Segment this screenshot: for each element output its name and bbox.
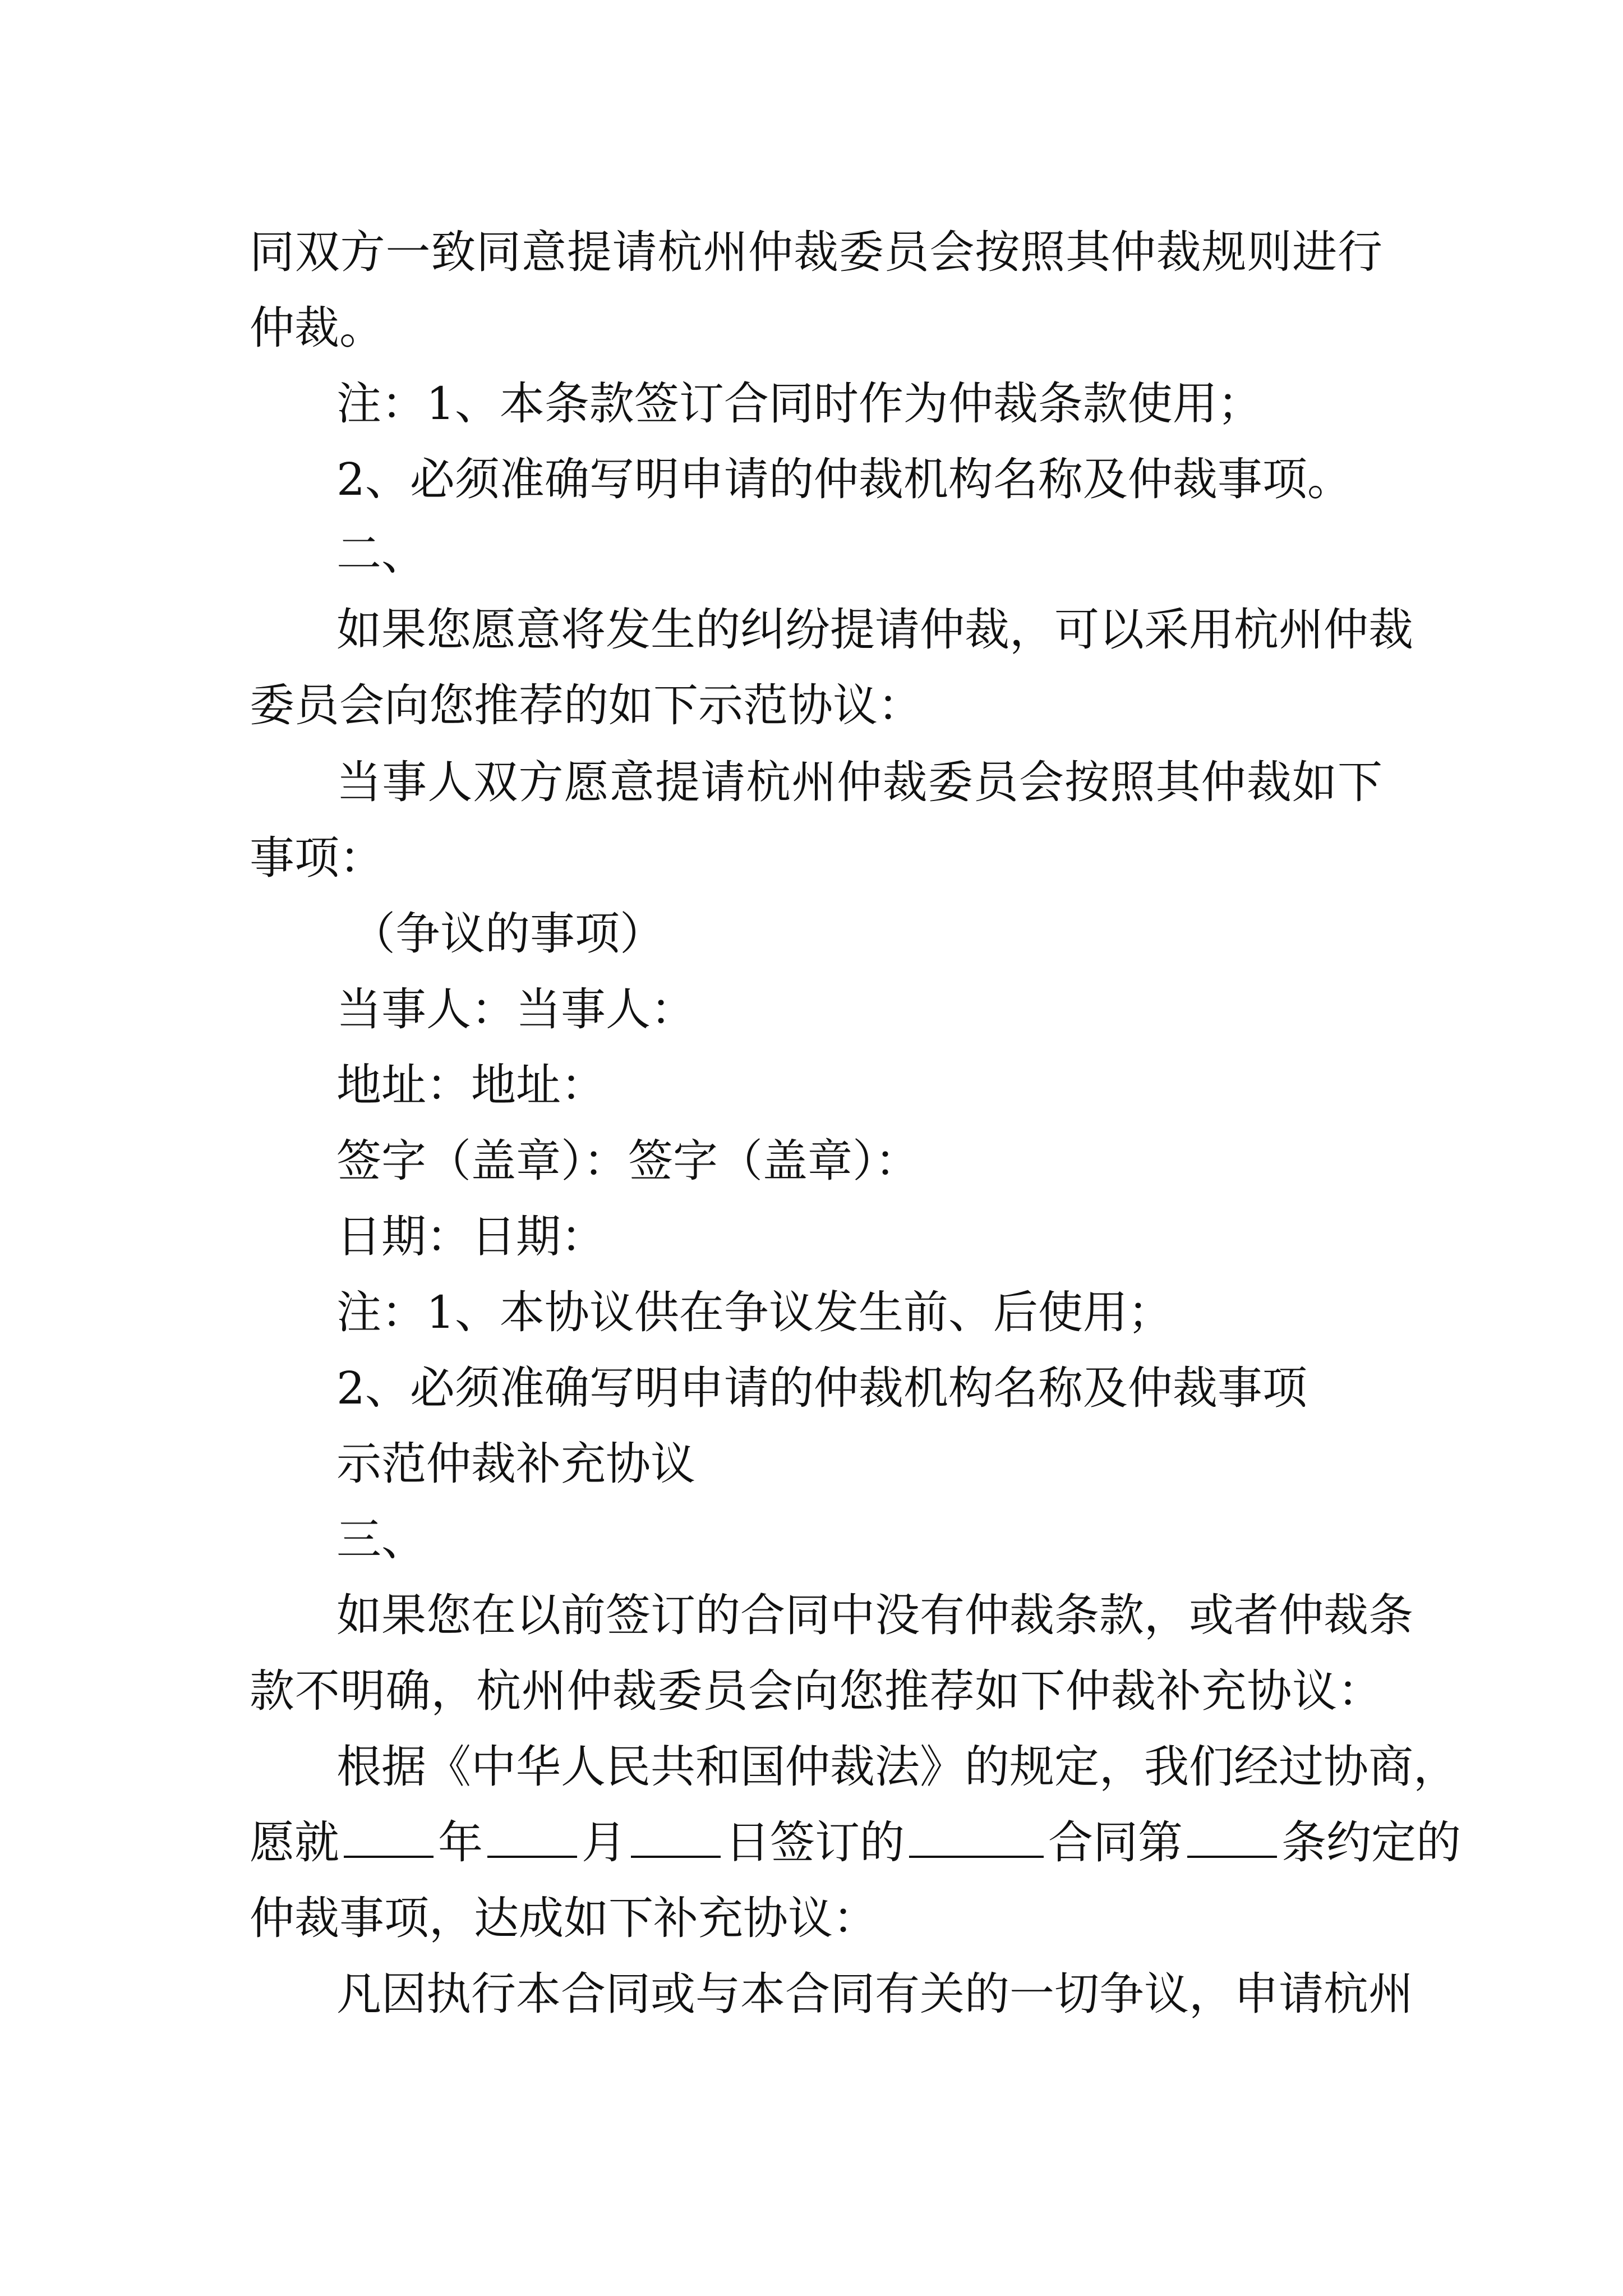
blank-day — [631, 1812, 721, 1858]
fill-text: 愿就 — [250, 1816, 339, 1869]
text-line: 如果您愿意将发生的纠纷提请仲裁，可以采用杭州仲裁 — [336, 604, 1413, 656]
note-line: 2、必须准确写明申请的仲裁机构名称及仲裁事项 — [336, 1362, 1307, 1414]
text-line: 凡因执行本合同或与本合同有关的一切争议，申请杭州 — [336, 1968, 1413, 2020]
text-line: 同双方一致同意提请杭州仲裁委员会按照其仲裁规则进行 — [250, 226, 1382, 278]
section-heading: 示范仲裁补充协议 — [336, 1438, 695, 1490]
text-line: 款不明确，杭州仲裁委员会向您推荐如下仲裁补充协议： — [250, 1665, 1382, 1717]
blank-contract — [909, 1812, 1044, 1858]
fill-in-line — [250, 1803, 1461, 1882]
note-line: 注：1、本协议供在争议发生前、后使用； — [336, 1286, 1173, 1338]
text-line: 当事人双方愿意提请杭州仲裁委员会按照其仲裁如下 — [336, 756, 1382, 808]
fill-text: 月 — [582, 1816, 626, 1869]
address-line: 地址：地址： — [336, 1059, 606, 1111]
date-line: 日期：日期： — [336, 1211, 606, 1263]
fill-text: 条约定的 — [1281, 1816, 1461, 1869]
text-line: 如果您在以前签订的合同中没有仲裁条款，或者仲裁条 — [336, 1589, 1413, 1641]
blank-year — [344, 1812, 434, 1858]
fill-text: 年 — [438, 1816, 483, 1869]
text-line: 仲裁事项，达成如下补充协议： — [250, 1892, 878, 1944]
text-line: 仲裁。 — [250, 302, 384, 354]
text-line: 委员会向您推荐的如下示范协议： — [250, 679, 923, 731]
dispute-matter-line: （争议的事项） — [351, 908, 665, 960]
blank-clause — [1187, 1812, 1277, 1858]
fill-text: 日签订的 — [725, 1816, 905, 1869]
blank-month — [487, 1812, 577, 1858]
party-line: 当事人：当事人： — [336, 983, 695, 1036]
fill-text: 合同第 — [1048, 1816, 1183, 1869]
section-number: 三、 — [336, 1513, 426, 1566]
signature-line: 签字（盖章）：签字（盖章）： — [336, 1135, 920, 1187]
text-line: 根据《中华人民共和国仲裁法》的规定，我们经过协商， — [336, 1741, 1458, 1793]
note-line: 2、必须准确写明申请的仲裁机构名称及仲裁事项。 — [336, 453, 1352, 505]
text-line: 事项： — [250, 832, 384, 884]
note-line: 注：1、本条款签订合同时作为仲裁条款使用； — [336, 378, 1262, 430]
section-number: 二、 — [336, 528, 426, 580]
